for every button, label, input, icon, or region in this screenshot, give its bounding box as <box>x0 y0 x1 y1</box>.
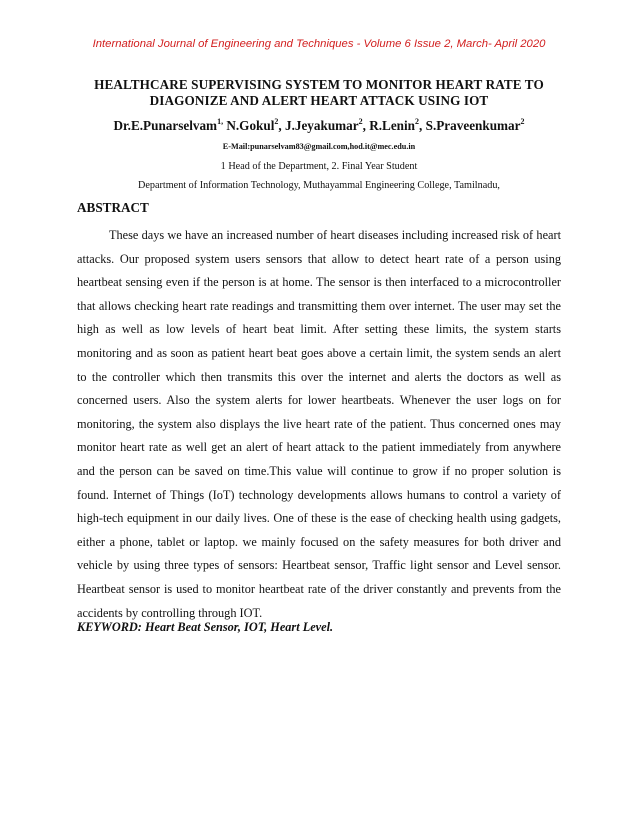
author-name: N.Gokul <box>226 118 275 133</box>
title-line-2: DIAGONIZE AND ALERT HEART ATTACK USING IOT <box>149 92 489 108</box>
abstract-heading: ABSTRACT <box>77 200 149 215</box>
abstract-text: These days we have an increased number of heart diseases including increased risk of heart attacks. Our proposed system users sensors that allow to detect heart rate of a person using heartbeat sensing even if the person is at home. The sensor is then interfaced to a microcontroller that allows checking heart rate readings and transmitting them over internet. The user may set the high as well as low levels of heart beat limit. After setting these limits, the system starts monitoring and as soon as patient heart beat goes above a certain limit, the system sends an alert to the controller which then transmits this over the internet and alerts the doctors as well as concerned users. Also the system alerts for lower heartbeats. Whenever the user logs on for monitoring, the system also displays the live heart rate of the patient. Thus concerned ones may monitor heart rate as well get an alert of heart attack to the patient immediately from anywhere and the person can be saved on time.This value will continue to grow if no proper solution is found. Internet of Things (IoT) technology developments allows humans to control a variety of high-tech equipment in our daily lives. One of these is the ease of checking health using gadgets, either a phone, tablet or laptop. we mainly focused on the safety measures for both driver and vehicle by using three types of sensors: Heartbeat sensor, Traffic light sensor and Level sensor. Heartbeat sensor is used to monitor heartbeat rate of the driver constantly and prevents from the accidents by controlling through IOT. <box>77 228 561 620</box>
author-name: J.Jeyakumar <box>284 118 359 133</box>
author-email: E-Mail:punarselvam83@gmail.com,hod.it@mec.edu.in <box>222 142 416 151</box>
author-name: S.Praveenkumar <box>425 118 521 133</box>
author-affiliation-mark: 2 <box>358 117 363 126</box>
author-name: R.Lenin <box>369 118 416 133</box>
paper-title <box>60 77 578 108</box>
title-line-1: HEALTHCARE SUPERVISING SYSTEM TO MONITOR HEART RATE TO <box>94 77 544 92</box>
author-affiliation: 1 Head of the Department, 2. Final Year Student <box>220 161 418 172</box>
author-affiliation-mark: 2 <box>415 117 420 126</box>
author-list: Dr.E.Punarselvam$^{1,}$ N.Gokul$^2$, J.Jeyakumar$^2$, R.Lenin$^2$, S.Praveenkumar$^2$ <box>113 117 525 133</box>
author-affiliation-mark: 1, <box>217 117 224 126</box>
author-name: Dr.E.Punarselvam <box>113 118 218 133</box>
journal-header: International Journal of Engineering and Techniques - Volume 6 Issue 2, March- April 2020 <box>92 38 546 50</box>
department-line: Department of Information Technology, Muthayammal Engineering College, Tamilnadu, <box>138 180 500 191</box>
keywords-line: KEYWORD: Heart Beat Sensor, IOT, Heart Level. <box>77 620 334 634</box>
author-affiliation-mark: 2 <box>520 117 525 126</box>
author-affiliation-mark: 2 <box>274 117 279 126</box>
